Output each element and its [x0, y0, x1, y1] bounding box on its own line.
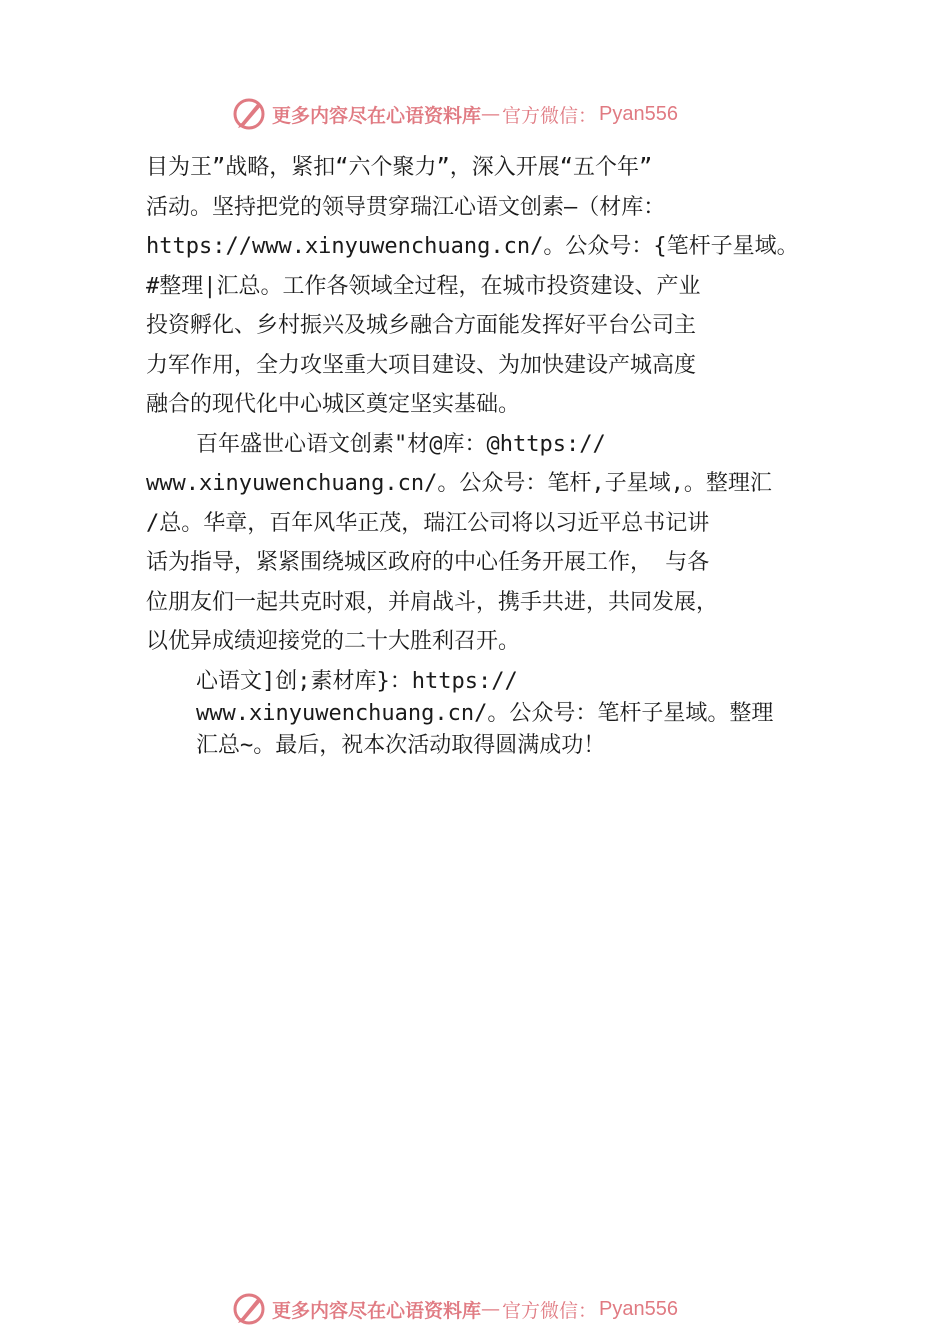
header-banner-wechat-id: Pyan556 — [599, 102, 678, 125]
document-body — [146, 148, 816, 762]
footer-banner — [232, 1292, 678, 1326]
text-line: 力军作用，全力攻坚重大项目建设、为加快建设产城高度 — [146, 352, 697, 378]
text-line: 目为王”战略，紧扣“六个聚力”，深入开展“五个年” — [146, 155, 653, 180]
footer-banner-wechat-id: Pyan556 — [599, 1297, 678, 1320]
text-line: /总。华章，百年风华正茂，瑞江公司将以习近平总书记讲 — [146, 510, 710, 536]
footer-banner-wechat-label: 官方微信： — [502, 1299, 598, 1322]
text-line: https://www.xinyuwenchuang.cn/。公众号：{笔杆子星域。 — [146, 234, 799, 259]
text-line: 活动。坚持把党的领导贯穿瑞江心语文创素—（材库： — [146, 194, 666, 220]
paragraph-1 — [146, 148, 816, 425]
footer-banner-title: 更多内容尽在心语资料库 — [272, 1299, 482, 1322]
header-banner — [232, 97, 678, 131]
quill-pen-icon — [232, 97, 268, 131]
header-banner-title: 更多内容尽在心语资料库 — [272, 104, 482, 127]
paragraph-3 — [146, 666, 816, 762]
text-line: 位朋友们一起共克时艰，并肩战斗，携手共进，共同发展， — [146, 589, 719, 615]
text-line: 投资孵化、乡村振兴及城乡融合方面能发挥好平台公司主 — [146, 313, 697, 338]
text-line: 汇总~。最后，祝本次活动取得圆满成功！ — [196, 732, 606, 758]
text-line: 心语文]创;素材库}：https:// — [196, 668, 518, 694]
header-banner-wechat-label: 官方微信： — [502, 104, 598, 127]
header-banner-separator: — — [481, 103, 501, 125]
quill-pen-icon — [232, 1292, 268, 1326]
text-line: 百年盛世心语文创素"材@库：@https:// — [196, 431, 606, 457]
footer-banner-separator: — — [481, 1298, 501, 1320]
paragraph-2 — [146, 425, 816, 662]
text-line: 话为指导，紧紧围绕城区政府的中心任务开展工作， 与各 — [146, 550, 710, 575]
text-line: #整理|汇总。工作各领域全过程，在城市投资建设、产业 — [146, 273, 701, 299]
text-line: www.xinyuwenchuang.cn/。公众号：笔杆,子星域,。整理汇 — [146, 471, 772, 496]
text-line: www.xinyuwenchuang.cn/。公众号：笔杆子星域。整理 — [196, 700, 774, 726]
text-line: 融合的现代化中心城区奠定坚实基础。 — [146, 392, 521, 417]
text-line: 以优异成绩迎接党的二十大胜利召开。 — [146, 629, 521, 654]
